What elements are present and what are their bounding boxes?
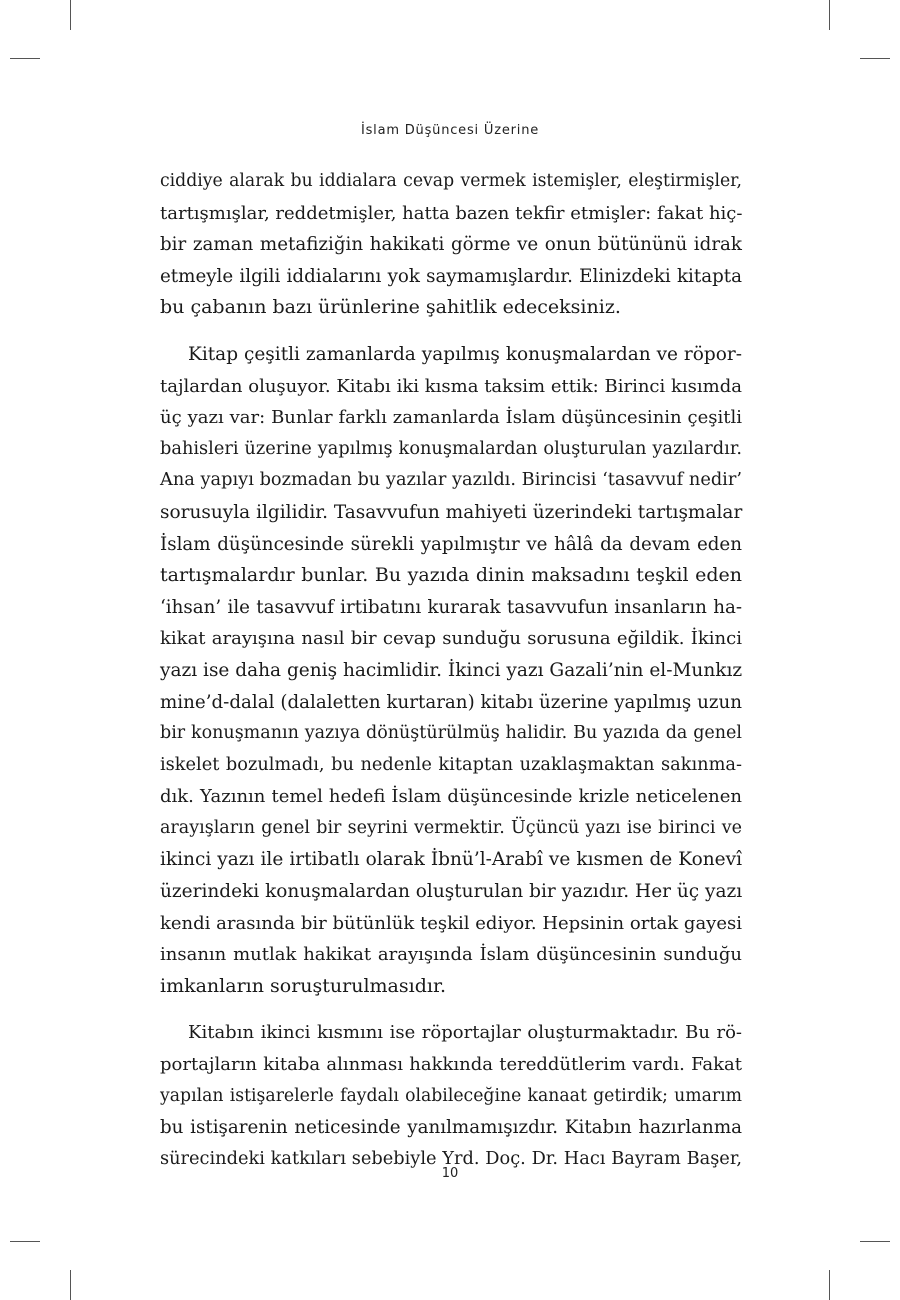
text-line: Kitabın ikinci kısmını ise röportajlar oluşturmaktadır. Bu rö- xyxy=(188,1022,742,1044)
crop-mark-top-right xyxy=(829,0,830,30)
crop-mark-right-bottom xyxy=(860,1241,890,1242)
crop-mark-top-left xyxy=(70,0,71,30)
text-line: ikinci yazı ile irtibatlı olarak İbnü’l-Arabî ve kısmen de Konevî xyxy=(160,849,742,871)
text-line: tartışmışlar, reddetmişler, hatta bazen tekfir etmişler: fakat hiç- xyxy=(160,202,743,224)
text-line: sorusuyla ilgilidir. Tasavvufun mahiyeti üzerindeki tartışmalar xyxy=(160,501,743,523)
page-number: 10 xyxy=(441,1166,459,1181)
crop-mark-right-top xyxy=(860,58,890,59)
running-head: İslam Düşüncesi Üzerine xyxy=(360,123,540,138)
crop-mark-left-top xyxy=(10,58,40,59)
text-line: arayışların genel bir seyrini vermektir. Üçüncü yazı ise birinci ve xyxy=(160,817,742,838)
paragraph-gap xyxy=(160,324,742,339)
text-line: bahisleri üzerine yapılmış konuşmalardan oluşturulan yazılardır. xyxy=(160,438,742,459)
text-line: üzerindeki konuşmalardan oluşturulan bir yazıdır. Her üç yazı xyxy=(160,881,743,903)
text-line: sürecindeki katkıları sebebiyle Yrd. Doç. Dr. Hacı Bayram Başer, xyxy=(160,1148,742,1169)
text-line: Ana yapıyı bozmadan bu yazılar yazıldı. Birincisi ‘tasavvuf nedir’ xyxy=(160,470,742,491)
paragraph-gap xyxy=(160,1002,742,1017)
crop-mark-left-bottom xyxy=(10,1241,40,1242)
text-line: bu istişarenin neticesinde yanılmamışızdır. Kitabın hazırlanma xyxy=(160,1117,742,1139)
text-line: insanın mutlak hakikat arayışında İslam düşüncesinin sunduğu xyxy=(160,944,742,966)
text-line: ‘ihsan’ ile tasavvuf irtibatını kurarak tasavvufun insanların ha- xyxy=(160,596,742,618)
crop-mark-bottom-right xyxy=(829,1270,830,1300)
text-line: portajların kitaba alınması hakkında tereddütlerim vardı. Fakat xyxy=(160,1054,742,1076)
text-line: bir zaman metafiziğin hakikati görme ve onun bütününü idrak xyxy=(160,234,742,256)
text-line: İslam düşüncesinde sürekli yapılmıştır ve hâlâ da devam eden xyxy=(160,533,742,555)
text-line: imkanların soruşturulmasıdır. xyxy=(160,974,446,997)
paragraph xyxy=(160,166,742,324)
text-line: tartışmalardır bunlar. Bu yazıda dinin maksadını teşkil eden xyxy=(160,564,742,587)
text-line: mine’d-dalal (dalaletten kurtaran) kitabı üzerine yapılmış uzun xyxy=(160,691,742,713)
text-line: yapılan istişarelerle faydalı olabileceğine kanaat getirdik; umarım xyxy=(160,1085,742,1106)
text-line: kikat arayışına nasıl bir cevap sunduğu sorusuna eğildik. İkinci xyxy=(160,628,742,650)
text-line: yazı ise daha geniş hacimlidir. İkinci yazı Gazali’nin el-Munkız xyxy=(160,659,743,681)
body-text xyxy=(160,166,742,1175)
text-line: iskelet bozulmadı, bu nedenle kitaptan uzaklaşmaktan sakınma- xyxy=(160,754,742,775)
text-line: tajlardan oluşuyor. Kitabı iki kısma taksim ettik: Birinci kısımda xyxy=(160,375,742,397)
paragraph xyxy=(160,1017,742,1175)
text-line: Kitap çeşitli zamanlarda yapılmış konuşmalardan ve röpor- xyxy=(188,343,742,365)
paragraph xyxy=(160,339,742,1002)
text-line: etmeyle ilgili iddialarını yok saymamışlardır. Elinizdeki kitapta xyxy=(160,265,742,287)
text-line: ciddiye alarak bu iddialara cevap vermek istemişler, eleştirmişler, xyxy=(160,171,742,191)
text-line: dık. Yazının temel hedefi İslam düşüncesinde krizle neticelenen xyxy=(160,786,742,808)
text-line: kendi arasında bir bütünlük teşkil ediyor. Hepsinin ortak gayesi xyxy=(160,912,742,934)
text-line: bu çabanın bazı ürünlerine şahitlik edeceksiniz. xyxy=(160,296,621,319)
crop-mark-bottom-left xyxy=(70,1270,71,1300)
text-line: üç yazı var: Bunlar farklı zamanlarda İslam düşüncesinin çeşitli xyxy=(160,407,742,429)
text-line: bir konuşmanın yazıya dönüştürülmüş halidir. Bu yazıda da genel xyxy=(160,723,742,744)
